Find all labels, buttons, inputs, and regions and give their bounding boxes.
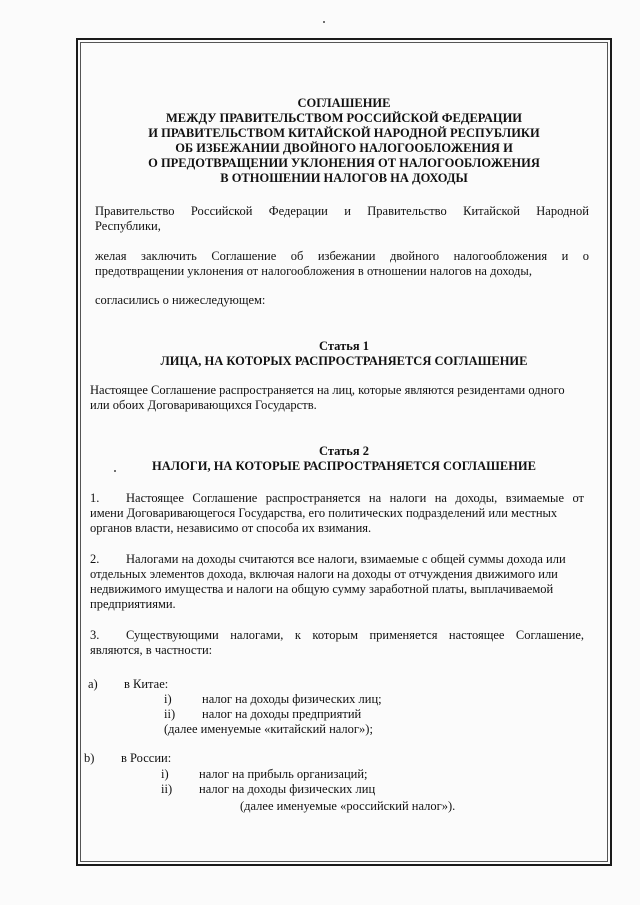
paragraph-line: являются, в частности: (90, 643, 213, 657)
preamble-line: желая заключить Соглашение об избежании двойного налогообложения и о (95, 249, 589, 263)
sublist-item: налог на доходы предприятий (202, 707, 362, 721)
paragraph-number: 1. (90, 491, 100, 505)
paragraph-line: отдельных элементов дохода, включая налоги на доходы от отчуждения движимого или (90, 567, 558, 581)
paragraph-line: имени Договаривающегося Государства, его политических подразделений или местных (90, 506, 558, 520)
paragraph-line: Налогами на доходы считаются все налоги, взимаемые с общей суммы дохода или (126, 552, 566, 566)
scan-speck (323, 21, 325, 23)
sublist-item: налог на прибыль организаций; (199, 767, 368, 781)
paragraph-line: Настоящее Соглашение распространяется на налоги на доходы, взимаемые от (126, 491, 584, 505)
list-country: в России: (121, 751, 172, 765)
preamble-line: согласились о нижеследующем: (95, 293, 266, 307)
title-line-6: В ОТНОШЕНИИ НАЛОГОВ НА ДОХОДЫ (220, 171, 468, 185)
article-2-heading: НАЛОГИ, НА КОТОРЫЕ РАСПРОСТРАНЯЕТСЯ СОГЛАШЕНИЕ (152, 459, 536, 473)
sublist-number: ii) (161, 782, 173, 796)
sublist-item: налог на доходы физических лиц (199, 782, 376, 796)
title-line-5: О ПРЕДОТВРАЩЕНИИ УКЛОНЕНИЯ ОТ НАЛОГООБЛОЖЕНИЯ (148, 156, 540, 170)
list-label-b: b) (84, 751, 95, 765)
title-line-2: МЕЖДУ ПРАВИТЕЛЬСТВОМ РОССИЙСКОЙ ФЕДЕРАЦИИ (165, 111, 523, 125)
sublist-number: i) (164, 692, 172, 706)
paragraph-number: 2. (90, 552, 100, 566)
article-1-heading: ЛИЦА, НА КОТОРЫХ РАСПРОСТРАНЯЕТСЯ СОГЛАШЕНИЕ (160, 354, 528, 368)
sublist-item: налог на доходы физических лиц; (202, 692, 382, 706)
article-2-number: Статья 2 (319, 444, 369, 458)
preamble-line: Правительство Российской Федерации и Правительство Китайской Народной (95, 204, 589, 218)
sublist-number: ii) (164, 707, 176, 721)
paragraph-line: недвижимого имущества и налоги на общую сумму заработной платы, выплачиваемой (90, 582, 554, 596)
title-line-1: СОГЛАШЕНИЕ (297, 96, 391, 110)
sublist-note: (далее именуемые «китайский налог»); (164, 722, 373, 736)
preamble-line: Республики, (95, 219, 161, 233)
article-1-text: или обоих Договаривающихся Государств. (90, 398, 317, 412)
paragraph-line: предприятиями. (90, 597, 176, 611)
paragraph-line: органов власти, независимо от способа их взимания. (90, 521, 372, 535)
article-1-number: Статья 1 (319, 339, 369, 353)
article-1-text: Настоящее Соглашение распространяется на лиц, которые являются резидентами одного (90, 383, 565, 397)
paragraph-line: Существующими налогами, к которым применяется настоящее Соглашение, (126, 628, 584, 642)
paragraph-number: 3. (90, 628, 100, 642)
title-line-3: И ПРАВИТЕЛЬСТВОМ КИТАЙСКОЙ НАРОДНОЙ РЕСПУБЛИКИ (148, 126, 540, 140)
title-line-4: ОБ ИЗБЕЖАНИИ ДВОЙНОГО НАЛОГООБЛОЖЕНИЯ И (175, 141, 513, 155)
list-country: в Китае: (124, 677, 169, 691)
sublist-note: (далее именуемые «российский налог»). (240, 799, 456, 813)
sublist-number: i) (161, 767, 169, 781)
list-label-a: a) (88, 677, 98, 691)
preamble-line: предотвращении уклонения от налогообложения в отношении налогов на доходы, (95, 264, 532, 278)
